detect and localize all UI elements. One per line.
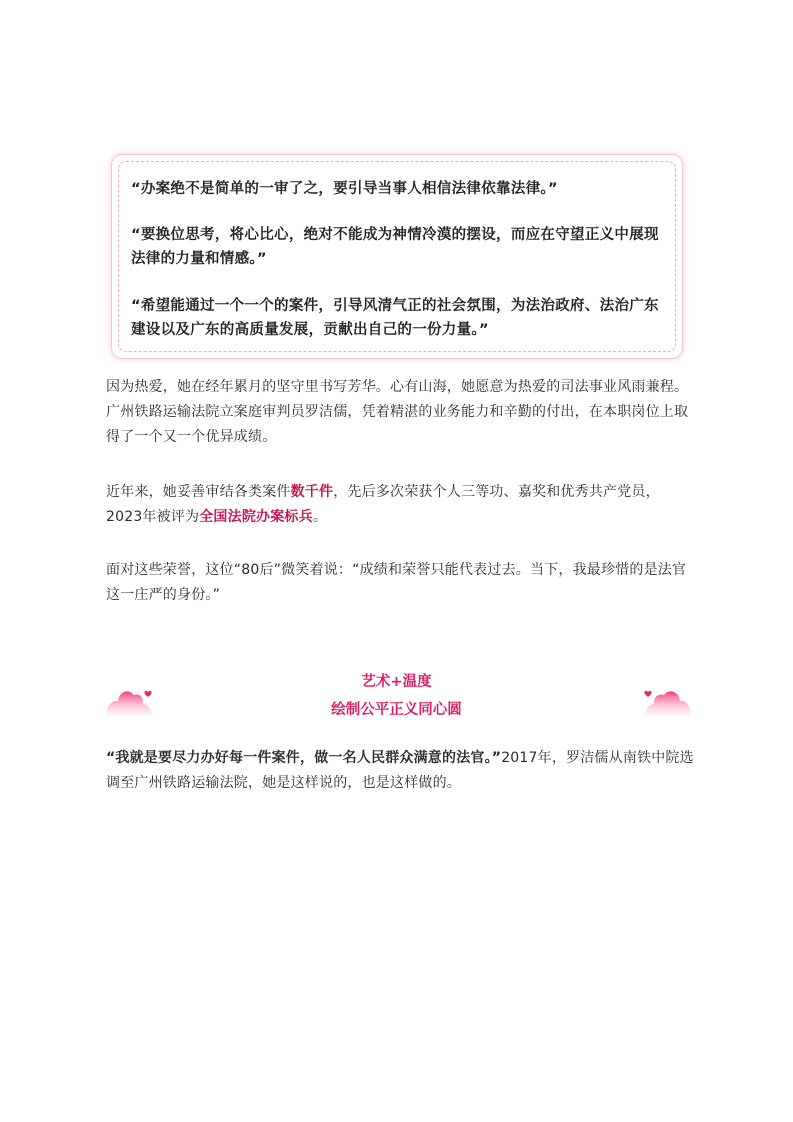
- quote-3: “希望能通过一个一个的案件，引导风清气正的社会氛围，为法治政府、法治广东建设以及广东的高质量发展，贡献出自己的一份力量。”: [131, 298, 659, 338]
- paragraph-intro: 因为热爱，她在经年累月的坚守里书写芳华。心有山海，她愿意为热爱的司法事业风雨兼程。广州铁路运输法院立案庭审判员罗洁儒，凭着精湛的业务能力和辛勤的付出，在本职岗位上取得了一个又一个优异成绩。: [106, 379, 689, 445]
- section-title-line1: 艺术+温度: [361, 674, 432, 690]
- quote-card: [112, 155, 682, 358]
- achievements-text-b: ，先后多次荣获个人三等功、嘉奖和优秀共产党员，2023年被评为: [106, 484, 660, 525]
- achievements-text-c: 。: [312, 509, 328, 525]
- paragraph-honor-quote: 面对这些荣誉，这位“80后”微笑着说：“成绩和荣誉只能代表过去。当下，我最珍惜的是法官这一庄严的身份。”: [106, 562, 687, 603]
- paragraph-2017-rest: 2017年，罗洁儒从南铁中院选调至广州铁路运输法院，她是这样说的，也是这样做的。: [106, 750, 694, 791]
- paragraph-2017: [106, 746, 696, 796]
- quote-2: “要换位思考，将心比心，绝对不能成为神情冷漠的摆设，而应在守望正义中展现法律的力量和情感。”: [131, 227, 659, 267]
- section-title-line2: 绘制公平正义同心圆: [331, 702, 462, 718]
- quote-1: “办案绝不是简单的一审了之，要引导当事人相信法律依靠法律。”: [131, 181, 558, 197]
- paragraph-achievements: [106, 480, 696, 530]
- judge-quote-bold: “我就是要尽力办好每一件案件，做一名人民群众满意的法官。”: [106, 750, 502, 766]
- highlight-award: 全国法院办案标兵: [199, 509, 313, 525]
- highlight-case-count: 数千件: [290, 484, 334, 500]
- achievements-text-a: 近年来，她妥善审结各类案件: [106, 484, 291, 500]
